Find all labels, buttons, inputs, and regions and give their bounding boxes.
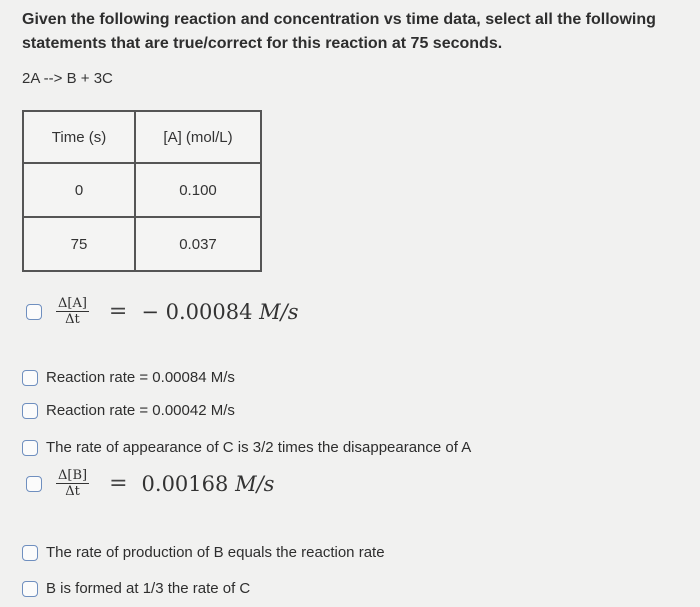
header-concentration: [A] (mol/L) — [135, 111, 261, 163]
option-5-equation — [50, 468, 274, 499]
table-header-row — [23, 111, 261, 163]
equation-value — [142, 472, 275, 496]
cell-concentration: 0.100 — [135, 163, 261, 217]
option-1-equation — [50, 296, 299, 327]
cell-concentration: 0.037 — [135, 217, 261, 271]
table-row — [23, 163, 261, 217]
fraction — [56, 468, 89, 499]
reaction-equation: 2A --> B + 3C — [22, 70, 113, 87]
option-7-label: B is formed at 1/3 the rate of C — [46, 580, 251, 597]
option-1-checkbox[interactable] — [26, 304, 42, 320]
option-2-checkbox[interactable] — [22, 370, 38, 386]
option-5[interactable] — [26, 468, 274, 499]
option-6-label: The rate of production of B equals the reaction rate — [46, 544, 385, 561]
value-number: − 0.00084 — [141, 299, 253, 324]
option-4[interactable] — [22, 439, 471, 456]
option-4-checkbox[interactable] — [22, 440, 38, 456]
equals-sign: = — [109, 471, 128, 496]
option-4-label: The rate of appearance of C is 3/2 times the disappearance of A — [46, 439, 472, 456]
option-3-checkbox[interactable] — [22, 403, 38, 419]
equation-value — [141, 300, 298, 324]
value-unit: M/s — [259, 299, 299, 324]
value-number: 0.00168 — [141, 471, 229, 496]
concentration-table — [22, 110, 262, 272]
option-6-checkbox[interactable] — [22, 545, 38, 561]
option-2-label: Reaction rate = 0.00084 M/s — [46, 369, 235, 386]
value-unit: M/s — [235, 471, 275, 496]
cell-time: 0 — [23, 163, 135, 217]
question-text: Given the following reaction and concentration vs time data, select all the following statements that are true/correct for this reaction at 75 seconds. — [22, 11, 656, 52]
numerator: Δ[B] — [58, 468, 88, 483]
option-2[interactable] — [22, 369, 235, 386]
option-3-label: Reaction rate = 0.00042 M/s — [46, 402, 235, 419]
option-7-checkbox[interactable] — [22, 581, 38, 597]
fraction — [56, 296, 89, 327]
header-time: Time (s) — [23, 111, 135, 163]
option-5-checkbox[interactable] — [26, 476, 42, 492]
numerator: Δ[A] — [58, 296, 87, 311]
denominator: Δt — [65, 312, 80, 327]
equals-sign: = — [108, 299, 128, 324]
table-row — [23, 217, 261, 271]
option-3[interactable] — [22, 402, 235, 419]
option-6[interactable] — [22, 544, 385, 561]
option-7[interactable] — [22, 580, 250, 597]
option-1[interactable] — [26, 296, 299, 327]
denominator: Δt — [65, 484, 80, 499]
cell-time: 75 — [23, 217, 135, 271]
